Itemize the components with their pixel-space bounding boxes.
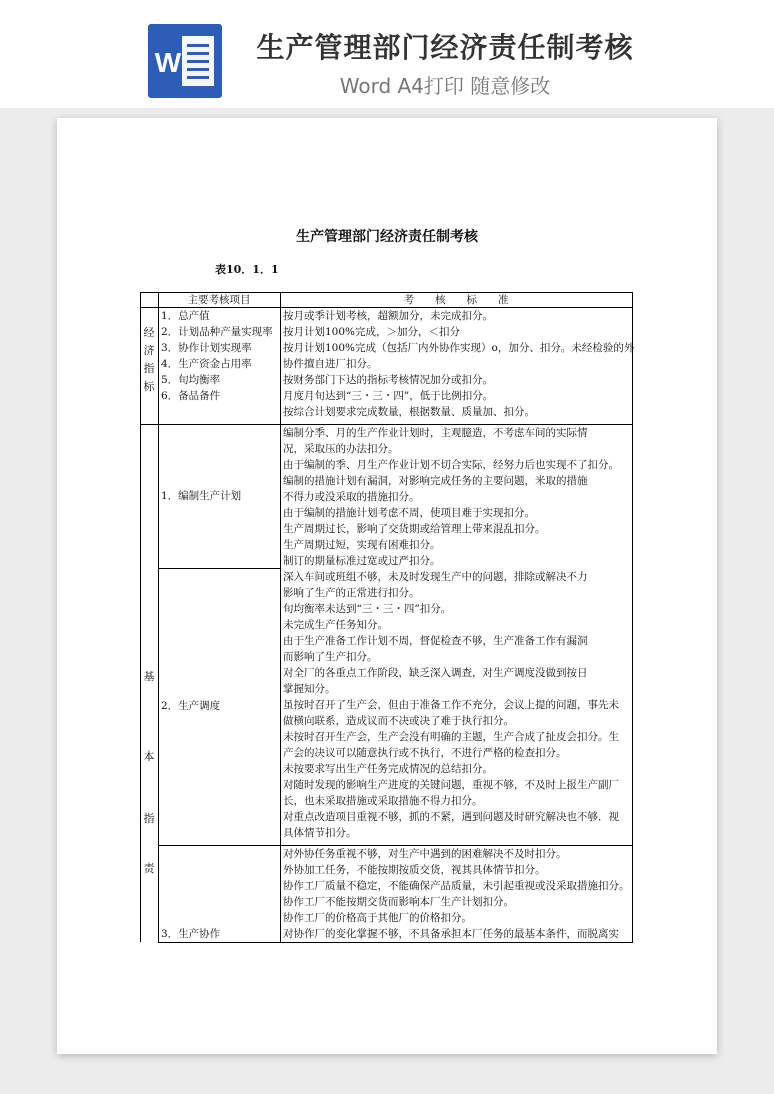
criteria-line: 对随时发现的影响生产进度的关键问题，重视不够，不及时上报生产副厂 xyxy=(283,779,619,791)
criteria-line: 对协作厂的变化掌握不够，不具备承担本厂任务的最基本条件，而脱离实 xyxy=(283,928,619,940)
svg-text:W: W xyxy=(154,47,182,78)
table-number: 表10．1．1 xyxy=(215,263,279,276)
econ-criteria-line: 协件擅自进厂扣分。 xyxy=(283,358,378,370)
basic-label-char: 本 xyxy=(143,750,155,763)
econ-item: 3．协作计划实现率 xyxy=(161,342,252,354)
table-border xyxy=(158,292,159,942)
econ-item: 4．生产资金占用率 xyxy=(161,358,252,370)
criteria-line: 协作工厂质量不稳定，不能确保产品质量，未引起重视或没采取措施扣分。 xyxy=(283,880,630,892)
econ-criteria-line: 按综合计划要求完成数量，根据数量、质量加、扣分。 xyxy=(283,406,535,418)
criteria-line: 旬均衡率未达到“三・三・四”扣分。 xyxy=(283,603,452,615)
table-border xyxy=(158,568,280,569)
basic-section-name: 1．编制生产计划 xyxy=(161,490,242,502)
header-item-column: 主要考核项目 xyxy=(187,294,251,306)
basic-label-char: 责 xyxy=(143,862,155,875)
criteria-line: 对外协任务重视不够，对生产中遇到的困难解决不及时扣分。 xyxy=(283,848,567,860)
table-border xyxy=(158,942,633,943)
criteria-line: 未按要求写出生产任务完成情况的总结扣分。 xyxy=(283,763,493,775)
econ-label-char: 济 xyxy=(143,344,155,357)
criteria-line: 掌握知分。 xyxy=(283,683,336,695)
criteria-line: 未完成生产任务知分。 xyxy=(283,619,388,631)
criteria-line: 编制的措施计划有漏洞，对影响完成任务的主要问题，米取的措施 xyxy=(283,475,588,487)
criteria-line: 影响了生产的正常进行扣分。 xyxy=(283,587,420,599)
table-border xyxy=(632,292,633,942)
basic-section-name: 2．生产调度 xyxy=(161,700,221,712)
criteria-line: 由于编制的措施计划考虑不周，使项目难于实现扣分。 xyxy=(283,507,535,519)
econ-item: 6．备品备件 xyxy=(161,390,221,402)
criteria-line: 生产周期过短，实现有困难扣分。 xyxy=(283,539,441,551)
criteria-line: 不得力或没采取的措施扣分。 xyxy=(283,491,420,503)
criteria-line: 而影响了生产扣分。 xyxy=(283,651,378,663)
econ-label-char: 经 xyxy=(143,326,155,339)
econ-label-char: 指 xyxy=(143,362,155,375)
banner-title: 生产管理部门经济责任制考核 xyxy=(256,31,634,64)
header-criteria-column: 考 核 标 准 xyxy=(403,294,509,306)
criteria-line: 未按时召开生产会，生产会没有明确的主题，生产合成了扯皮会扣分。生 xyxy=(283,731,619,743)
criteria-line: 生产周期过长，影响了交货期或给管理上带来混乱扣分。 xyxy=(283,523,546,535)
econ-criteria-line: 月度月旬达到“三・三・四”，低于比例扣分。 xyxy=(283,390,494,402)
basic-label-char: 基 xyxy=(143,670,155,683)
criteria-line: 况，采取压的办法扣分。 xyxy=(283,443,399,455)
econ-label-char: 标 xyxy=(143,380,155,393)
criteria-line: 编制分季、月的生产作业计划时，主观臆造，不考虑车间的实际情 xyxy=(283,427,588,439)
criteria-line: 协作工厂的价格高于其他厂的价格扣分。 xyxy=(283,912,472,924)
econ-criteria-line: 按月计划100%完成，＞加分，＜扣分 xyxy=(283,326,461,338)
criteria-line: 长，也未采取措施或采取措施不得力扣分。 xyxy=(283,795,483,807)
document-title: 生产管理部门经济责任制考核 xyxy=(296,229,478,245)
criteria-line: 协作工厂不能按期交货而影响本厂生产计划扣分。 xyxy=(283,896,514,908)
document-page xyxy=(57,118,717,1054)
basic-label-char: 指 xyxy=(143,812,155,825)
table-border xyxy=(140,292,141,942)
criteria-line: 对全厂的各重点工作阶段，缺乏深入调查，对生产调度没做到按日 xyxy=(283,667,588,679)
criteria-line: 产会的决议可以随意执行或不执行，不进行严格的检查扣分。 xyxy=(283,747,567,759)
banner xyxy=(0,0,774,108)
criteria-line: 虽按时召开了生产会，但由于准备工作不充分，会议上提的问题，事先未 xyxy=(283,699,619,711)
table-border xyxy=(158,845,280,846)
econ-item: 2．计划品种产量实现率 xyxy=(161,326,273,338)
criteria-line: 对重点改造项目重视不够，抓的不紧，遇到问题及时研究解决也不够．视 xyxy=(283,811,619,823)
basic-section-name: 3．生产协作 xyxy=(161,928,221,940)
word-document-icon xyxy=(148,24,222,98)
criteria-line: 制订的期量标准过宽或过严扣分。 xyxy=(283,555,441,567)
criteria-line: 深入车间或班组不够，未及时发现生产中的问题，排除或解决不力 xyxy=(283,571,588,583)
econ-item: 5．旬均衡率 xyxy=(161,374,221,386)
banner-subtitle: Word A4打印 随意修改 xyxy=(339,74,551,98)
criteria-line: 外协加工任务，不能按期按质交货，视其具体情节扣分。 xyxy=(283,864,546,876)
criteria-line: 由于生产准备工作计划不周，督促检查不够，生产准备工作有漏洞 xyxy=(283,635,588,647)
econ-item: 1．总产值 xyxy=(161,310,210,322)
econ-criteria-line: 按月计划100%完成（包括厂内外协作实现）o，加分、扣分。未经检验的外 xyxy=(283,342,635,354)
econ-criteria-line: 按月或季计划考核，超额加分，未完成扣分。 xyxy=(283,310,493,322)
criteria-line: 具体情节扣分。 xyxy=(283,827,357,839)
criteria-line: 由于编制的季、月生产作业计划不切合实际，经努力后也实现不了扣分。 xyxy=(283,459,619,471)
econ-criteria-line: 按财务部门下达的指标考核情况加分或扣分。 xyxy=(283,374,493,386)
criteria-line: 做横向联系，造成议而不决或决了难于执行扣分。 xyxy=(283,715,514,727)
table-border xyxy=(280,292,281,942)
